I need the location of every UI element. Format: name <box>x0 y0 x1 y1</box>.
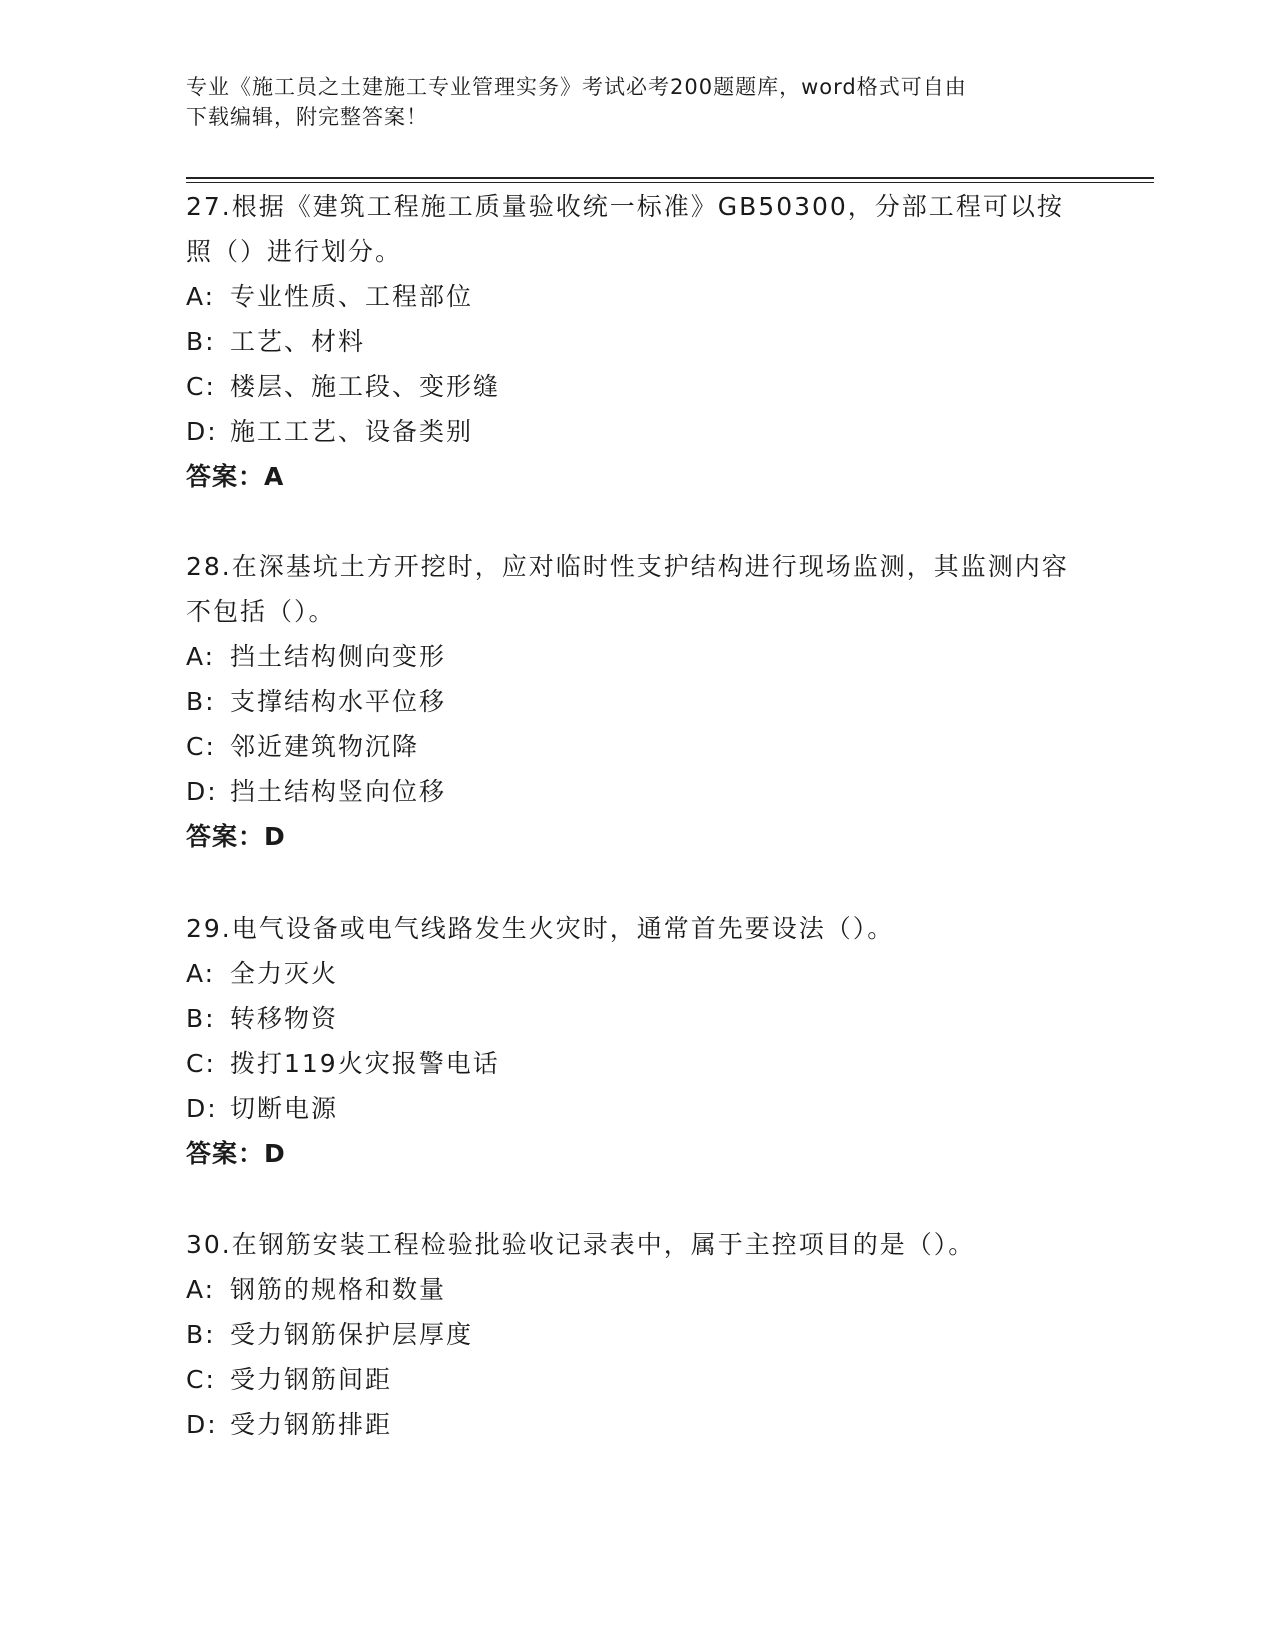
option-b <box>186 319 1086 364</box>
option-text: 受力钢筋保护层厚度 <box>230 1320 474 1349</box>
option-text: 拨打119火灾报警电话 <box>230 1049 500 1078</box>
answer: 答案：D <box>186 822 286 851</box>
question-30 <box>186 1222 1086 1447</box>
header-line-1: 专业《施工员之土建施工专业管理实务》考试必考200题题库，word格式可自由 <box>186 75 967 99</box>
question-stem: 30.在钢筋安装工程检验批验收记录表中，属于主控项目的是（）。 <box>186 1230 976 1259</box>
document-header <box>186 72 1086 132</box>
question-stem: 28.在深基坑土方开挖时，应对临时性支护结构进行现场监测，其监测内容不包括（）。 <box>186 552 1069 626</box>
option-c <box>186 724 1086 769</box>
option-letter: A: <box>186 959 216 988</box>
option-a <box>186 274 1086 319</box>
option-text: 转移物资 <box>230 1004 339 1033</box>
answer: 答案：D <box>186 1139 286 1168</box>
header-divider-thick <box>186 177 1154 179</box>
option-letter: C: <box>186 1365 216 1394</box>
option-c <box>186 1357 1086 1402</box>
question-stem: 27.根据《建筑工程施工质量验收统一标准》GB50300，分部工程可以按照（）进行划分。 <box>186 192 1064 266</box>
option-text: 挡土结构侧向变形 <box>230 642 447 671</box>
question-28 <box>186 544 1086 859</box>
option-letter: C: <box>186 732 216 761</box>
option-d <box>186 409 1086 454</box>
option-text: 专业性质、工程部位 <box>230 282 474 311</box>
option-text: 切断电源 <box>230 1094 339 1123</box>
option-text: 全力灭火 <box>230 959 339 988</box>
option-d <box>186 1402 1086 1447</box>
option-text: 邻近建筑物沉降 <box>230 732 420 761</box>
option-letter: D: <box>186 417 218 446</box>
question-27 <box>186 184 1086 499</box>
option-b <box>186 1312 1086 1357</box>
option-text: 钢筋的规格和数量 <box>230 1275 447 1304</box>
option-c <box>186 1041 1086 1086</box>
option-text: 支撑结构水平位移 <box>230 687 447 716</box>
header-line-2: 下载编辑，附完整答案！ <box>186 105 428 129</box>
option-text: 受力钢筋间距 <box>230 1365 393 1394</box>
option-letter: C: <box>186 1049 216 1078</box>
option-a <box>186 634 1086 679</box>
answer: 答案：A <box>186 462 285 491</box>
option-letter: A: <box>186 1275 216 1304</box>
option-a <box>186 1267 1086 1312</box>
option-text: 受力钢筋排距 <box>230 1410 393 1439</box>
option-d <box>186 1086 1086 1131</box>
option-letter: B: <box>186 1004 216 1033</box>
option-letter: B: <box>186 1320 216 1349</box>
option-letter: B: <box>186 327 216 356</box>
option-text: 楼层、施工段、变形缝 <box>230 372 501 401</box>
option-letter: B: <box>186 687 216 716</box>
option-b <box>186 679 1086 724</box>
option-text: 挡土结构竖向位移 <box>230 777 447 806</box>
option-c <box>186 364 1086 409</box>
header-divider-thin <box>186 182 1154 183</box>
question-stem: 29.电气设备或电气线路发生火灾时，通常首先要设法（）。 <box>186 914 895 943</box>
option-letter: D: <box>186 777 218 806</box>
option-text: 工艺、材料 <box>230 327 366 356</box>
question-29 <box>186 906 1086 1176</box>
option-a <box>186 951 1086 996</box>
option-b <box>186 996 1086 1041</box>
option-letter: D: <box>186 1094 218 1123</box>
option-letter: A: <box>186 282 216 311</box>
option-d <box>186 769 1086 814</box>
option-text: 施工工艺、设备类别 <box>230 417 474 446</box>
option-letter: C: <box>186 372 216 401</box>
option-letter: D: <box>186 1410 218 1439</box>
option-letter: A: <box>186 642 216 671</box>
